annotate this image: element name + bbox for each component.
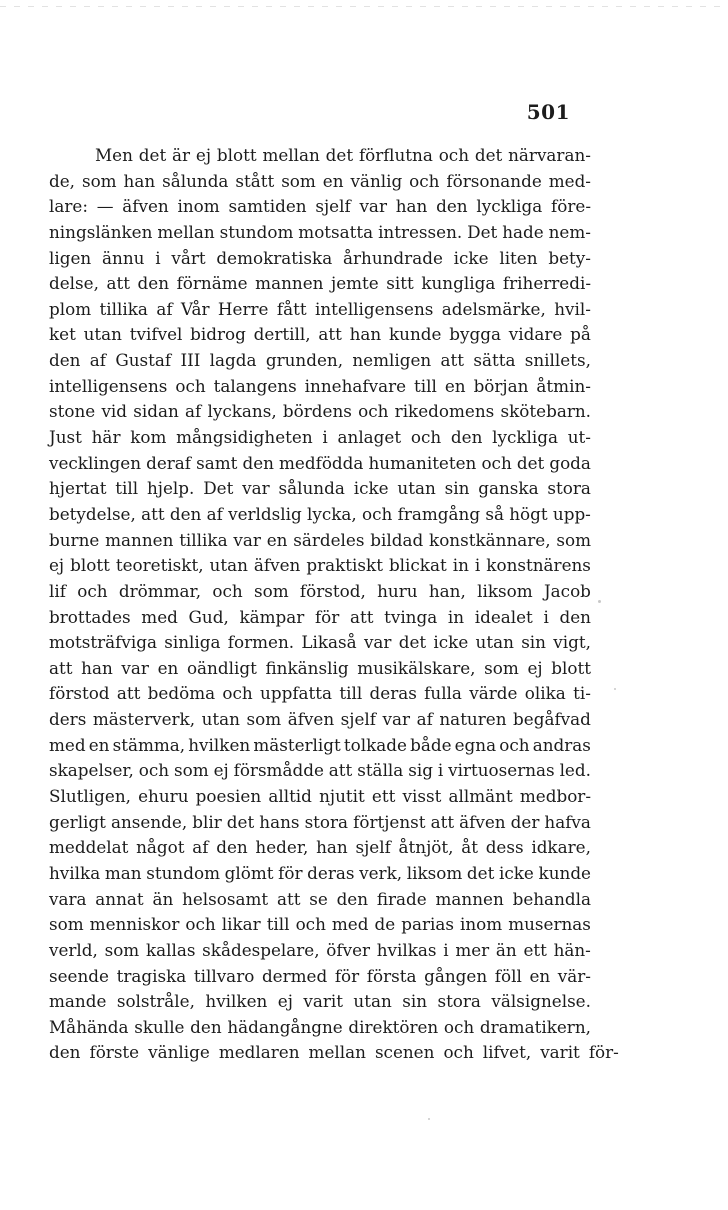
text-line: ligen ännu i vårt demokratiska århundrade icke liten bety-	[49, 247, 591, 268]
page-number: 501	[526, 100, 570, 124]
scan-speck	[614, 688, 616, 690]
text-line: ders mästerverk, utan som äfven sjelf var af naturen begåfvad	[49, 709, 591, 730]
text-line: plom tillika af Vår Herre fått intelligensens adelsmärke, hvil-	[49, 298, 591, 319]
text-line: den af Gustaf III lagda grunden, nemligen att sätta snillets,	[49, 350, 591, 371]
text-line: som menniskor och likar till och med de parias inom musernas	[49, 914, 591, 935]
text-line: intelligensens och talangens innehafvare till en början åtmin-	[49, 375, 591, 396]
text-line: seende tragiska tillvaro dermed för första gången föll en vär-	[49, 965, 591, 986]
text-line: verld, som kallas skådespelare, öfver hvilkas i mer än ett hän-	[49, 939, 591, 960]
text-line: meddelat något af den heder, han sjelf åtnjöt, åt dess idkare,	[49, 837, 591, 858]
text-line: mande solstråle, hvilken ej varit utan sin stora välsignelse.	[49, 991, 591, 1012]
scan-speck	[598, 600, 601, 603]
text-line: ningslänken mellan stundom motsatta intressen. Det hade nem-	[49, 221, 591, 242]
text-line: att han var en oändligt finkänslig musikälskare, som ej blott	[49, 657, 591, 678]
text-line: Just här kom mångsidigheten i anlaget och den lyckliga ut-	[49, 427, 591, 448]
text-line: brottades med Gud, kämpar för att tvinga in idealet i den	[49, 606, 591, 627]
scan-speck	[428, 1118, 430, 1120]
text-line: förstod att bedöma och uppfatta till deras fulla värde olika ti-	[49, 683, 591, 704]
scan-edge-artifact	[0, 6, 728, 7]
text-line: de, som han sålunda stått som en vänlig och försonande med-	[49, 170, 591, 191]
text-line: hvilka man stundom glömt för deras verk, liksom det icke kunde	[49, 862, 591, 883]
text-line: Slutligen, ehuru poesien alltid njutit ett visst allmänt medbor-	[49, 786, 591, 807]
text-line: Måhända skulle den hädangångne direktören och dramatikern,	[49, 1016, 591, 1037]
text-line: med en stämma, hvilken mästerligt tolkade både egna och andras	[49, 734, 591, 755]
text-line: stone vid sidan af lyckans, bördens och rikedomens skötebarn.	[49, 401, 591, 422]
text-line: Men det är ej blott mellan det förflutna och det närvaran-	[95, 145, 591, 165]
text-line: skapelser, och som ej försmådde att ställa sig i virtuosernas led.	[49, 760, 591, 781]
text-line: vara annat än helsosamt att se den firade mannen behandla	[49, 888, 591, 909]
text-line: lare: — äfven inom samtiden sjelf var han den lyckliga före-	[49, 196, 591, 217]
text-line: gerligt ansende, blir det hans stora förtjenst att äfven der hafva	[49, 811, 591, 832]
text-line: lif och drömmar, och som förstod, huru han, liksom Jacob	[49, 580, 591, 601]
body-text	[49, 143, 619, 1066]
text-line: hjertat till hjelp. Det var sålunda icke utan sin ganska stora	[49, 478, 591, 499]
text-line: vecklingen deraf samt den medfödda humaniteten och det goda	[49, 452, 591, 473]
text-line: ej blott teoretiskt, utan äfven praktiskt blickat in i konstnärens	[49, 555, 591, 576]
text-line: ket utan tvifvel bidrog dertill, att han kunde bygga vidare på	[49, 324, 591, 345]
text-line: motsträfviga sinliga formen. Likaså var det icke utan sin vigt,	[49, 632, 591, 653]
text-line: delse, att den förnäme mannen jemte sitt kungliga friherredi-	[49, 273, 591, 294]
text-line: burne mannen tillika var en särdeles bildad konstkännare, som	[49, 529, 591, 550]
text-line: betydelse, att den af verldslig lycka, och framgång så högt upp-	[49, 503, 591, 524]
text-line: den förste vänlige medlaren mellan scenen och lifvet, varit för-	[49, 1042, 619, 1063]
